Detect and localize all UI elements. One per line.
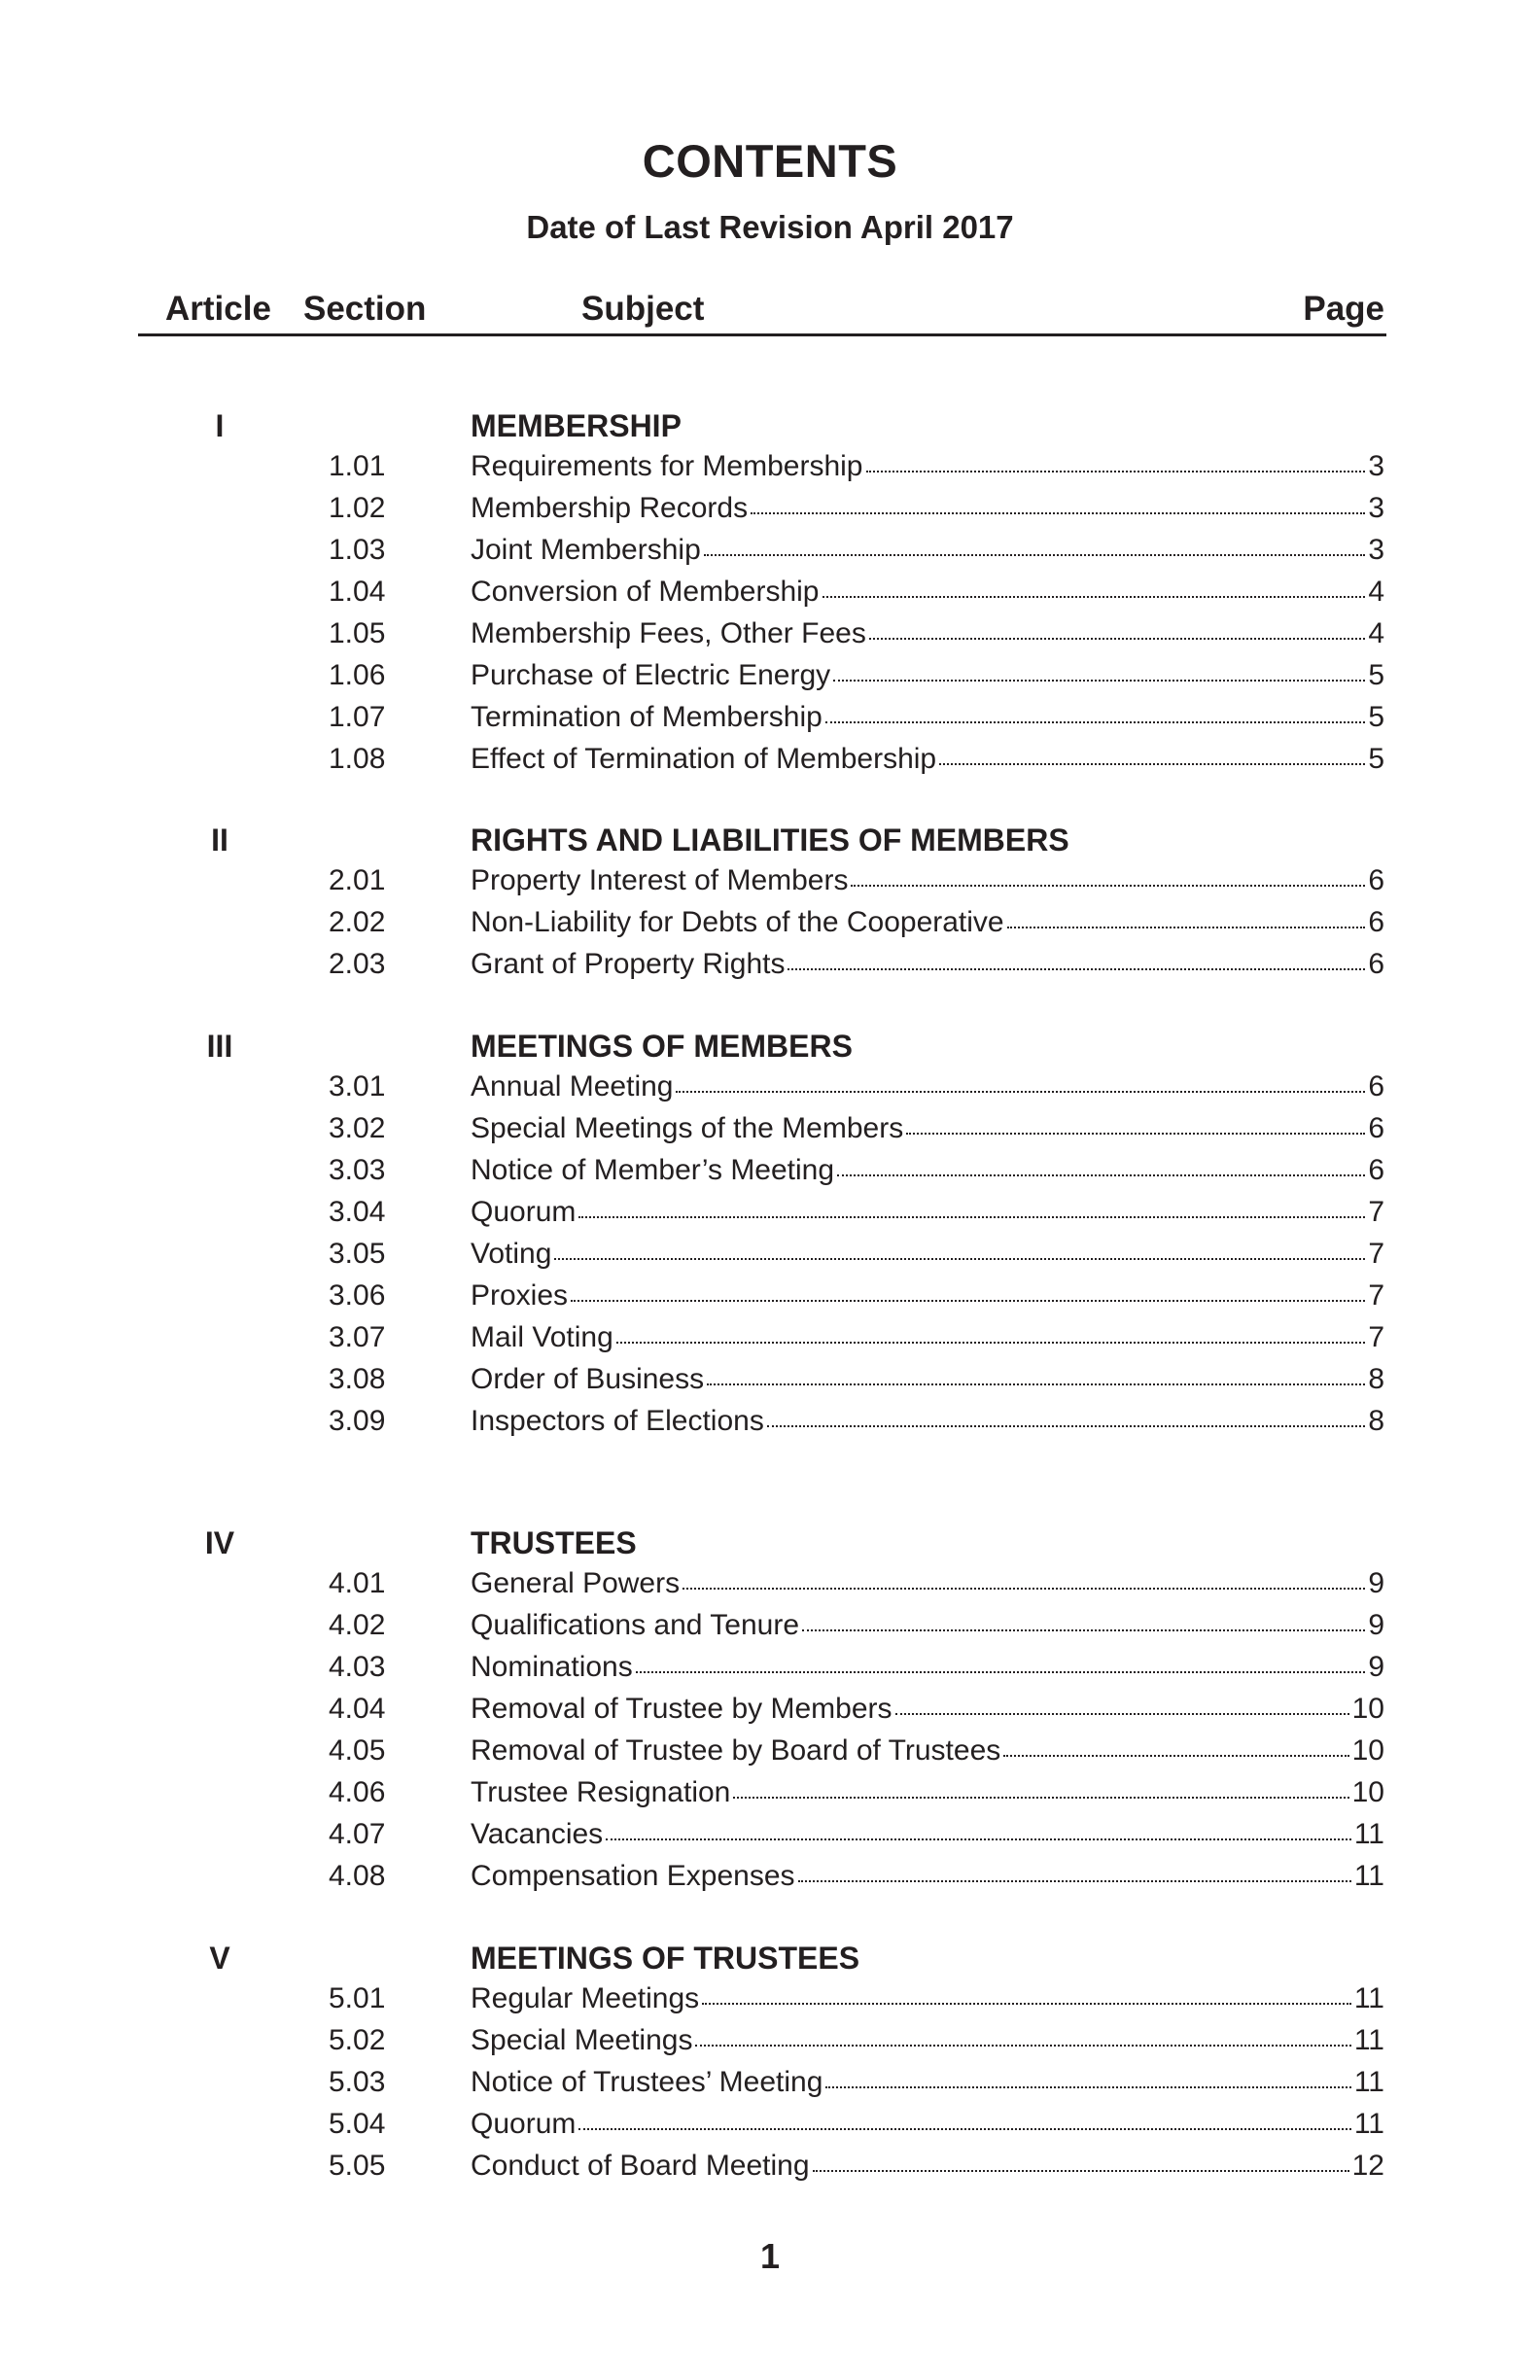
page-ref: 5 xyxy=(1368,701,1384,733)
section-number: 5.01 xyxy=(329,1982,386,2014)
toc-row[interactable] xyxy=(0,617,1540,659)
section-subject: Conduct of Board Meeting xyxy=(471,2150,810,2182)
dot-leader xyxy=(869,638,1365,640)
section-subject: Notice of Trustees’ Meeting xyxy=(471,2066,823,2098)
section-number: 3.03 xyxy=(329,1154,386,1186)
article-number: IV xyxy=(204,1525,235,1560)
page-ref: 11 xyxy=(1353,1982,1384,2014)
toc-row[interactable] xyxy=(0,1693,1540,1734)
toc-row[interactable] xyxy=(0,1112,1540,1154)
page-ref: 4 xyxy=(1368,576,1384,608)
page-ref: 6 xyxy=(1368,1070,1384,1102)
column-header-page: Page xyxy=(1303,290,1384,328)
article-number: III xyxy=(206,1029,233,1064)
page-ref: 6 xyxy=(1368,1112,1384,1144)
page-ref: 5 xyxy=(1368,659,1384,691)
toc-row[interactable] xyxy=(0,2066,1540,2108)
toc-row[interactable] xyxy=(0,2150,1540,2191)
page-ref: 6 xyxy=(1368,864,1384,896)
page-ref: 11 xyxy=(1353,1818,1384,1850)
section-subject: Voting xyxy=(471,1238,552,1270)
dot-leader xyxy=(825,721,1365,723)
toc-row[interactable] xyxy=(0,1734,1540,1776)
dot-leader xyxy=(833,680,1365,682)
section-subject: Nominations xyxy=(471,1651,633,1683)
section-subject: Property Interest of Members xyxy=(471,864,849,896)
toc-row[interactable] xyxy=(0,1609,1540,1651)
section-subject: Conversion of Membership xyxy=(471,576,820,608)
section-number: 4.01 xyxy=(329,1567,386,1599)
page-ref: 11 xyxy=(1353,1860,1384,1892)
section-subject: Removal of Trustee by Members xyxy=(471,1693,892,1725)
page-ref: 10 xyxy=(1351,1693,1384,1725)
section-subject: Quorum xyxy=(471,1196,577,1228)
page-ref: 7 xyxy=(1368,1196,1384,1228)
page-ref: 4 xyxy=(1368,617,1384,649)
section-subject: Notice of Member’s Meeting xyxy=(471,1154,835,1186)
dot-leader xyxy=(895,1713,1349,1715)
section-number: 3.04 xyxy=(329,1196,386,1228)
section-number: 5.04 xyxy=(329,2108,386,2140)
section-number: 3.07 xyxy=(329,1321,386,1353)
toc-row[interactable] xyxy=(0,1405,1540,1447)
section-number: 1.03 xyxy=(329,534,386,566)
dot-leader xyxy=(676,1091,1365,1093)
section-number: 4.07 xyxy=(329,1818,386,1850)
section-number: 5.05 xyxy=(329,2150,386,2182)
page-ref: 7 xyxy=(1368,1238,1384,1270)
dot-leader xyxy=(851,885,1365,887)
section-subject: Membership Fees, Other Fees xyxy=(471,617,866,649)
section-number: 1.01 xyxy=(329,450,386,482)
article-title: MEETINGS OF MEMBERS xyxy=(471,1029,853,1064)
page-ref: 6 xyxy=(1368,906,1384,938)
toc-row[interactable] xyxy=(0,1279,1540,1321)
section-number: 4.08 xyxy=(329,1860,386,1892)
header-rule xyxy=(138,333,1386,336)
toc-row[interactable] xyxy=(0,1567,1540,1609)
dot-leader xyxy=(554,1258,1365,1260)
article-title: RIGHTS AND LIABILITIES OF MEMBERS xyxy=(471,822,1069,858)
section-number: 3.01 xyxy=(329,1070,386,1102)
section-number: 3.02 xyxy=(329,1112,386,1144)
toc-row[interactable] xyxy=(0,1070,1540,1112)
section-number: 4.03 xyxy=(329,1651,386,1683)
column-header-section: Section xyxy=(303,290,427,328)
dot-leader xyxy=(825,2086,1350,2088)
section-subject: Special Meetings of the Members xyxy=(471,1112,904,1144)
section-number: 4.02 xyxy=(329,1609,386,1641)
dot-leader xyxy=(802,1629,1365,1631)
section-subject: Membership Records xyxy=(471,492,749,524)
section-subject: General Powers xyxy=(471,1567,681,1599)
article-title: MEETINGS OF TRUSTEES xyxy=(471,1941,860,1976)
dot-leader xyxy=(822,596,1366,598)
page-ref: 9 xyxy=(1368,1651,1384,1683)
toc-row[interactable] xyxy=(0,743,1540,785)
page-ref: 11 xyxy=(1353,2066,1384,2098)
page-ref: 6 xyxy=(1368,948,1384,980)
page-ref: 9 xyxy=(1368,1609,1384,1641)
dot-leader xyxy=(636,1671,1366,1673)
section-subject: Termination of Membership xyxy=(471,701,822,733)
article-number: V xyxy=(209,1941,230,1976)
toc-row[interactable] xyxy=(0,1196,1540,1238)
toc-row[interactable] xyxy=(0,906,1540,948)
section-number: 1.07 xyxy=(329,701,386,733)
toc-row[interactable] xyxy=(0,1860,1540,1902)
page-ref: 10 xyxy=(1351,1776,1384,1808)
page-title: CONTENTS xyxy=(642,135,898,187)
toc-row[interactable] xyxy=(0,1776,1540,1818)
page-ref: 5 xyxy=(1368,743,1384,775)
section-number: 3.06 xyxy=(329,1279,386,1312)
toc-row[interactable] xyxy=(0,659,1540,701)
section-number: 2.02 xyxy=(329,906,386,938)
dot-leader xyxy=(707,1383,1365,1385)
dot-leader xyxy=(733,1797,1348,1799)
dot-leader xyxy=(751,512,1365,514)
dot-leader xyxy=(837,1174,1365,1176)
section-subject: Mail Voting xyxy=(471,1321,613,1353)
section-subject: Removal of Trustee by Board of Trustees xyxy=(471,1734,1001,1767)
page-ref: 9 xyxy=(1368,1567,1384,1599)
page-ref: 3 xyxy=(1368,492,1384,524)
toc-row[interactable] xyxy=(0,1321,1540,1363)
dot-leader xyxy=(1007,927,1366,928)
section-subject: Regular Meetings xyxy=(471,1982,700,2014)
page-ref: 7 xyxy=(1368,1279,1384,1312)
dot-leader xyxy=(702,2003,1351,2005)
column-header-article: Article xyxy=(165,290,271,328)
section-subject: Qualifications and Tenure xyxy=(471,1609,799,1641)
dot-leader xyxy=(906,1133,1365,1135)
section-number: 4.05 xyxy=(329,1734,386,1767)
dot-leader xyxy=(866,471,1366,472)
toc-row[interactable] xyxy=(0,1154,1540,1196)
page-ref: 8 xyxy=(1368,1363,1384,1395)
section-number: 3.09 xyxy=(329,1405,386,1437)
section-subject: Trustee Resignation xyxy=(471,1776,731,1808)
section-number: 1.04 xyxy=(329,576,386,608)
dot-leader xyxy=(788,968,1365,970)
toc-row[interactable] xyxy=(0,2024,1540,2066)
dot-leader xyxy=(704,554,1366,556)
dot-leader xyxy=(798,1880,1351,1882)
section-subject: Joint Membership xyxy=(471,534,701,566)
dot-leader xyxy=(1003,1755,1348,1757)
section-subject: Purchase of Electric Energy xyxy=(471,659,831,691)
section-number: 1.05 xyxy=(329,617,386,649)
section-number: 2.01 xyxy=(329,864,386,896)
section-number: 2.03 xyxy=(329,948,386,980)
section-number: 1.08 xyxy=(329,743,386,775)
toc-row[interactable] xyxy=(0,576,1540,617)
section-subject: Proxies xyxy=(471,1279,569,1312)
page-ref: 11 xyxy=(1353,2108,1384,2140)
section-subject: Non-Liability for Debts of the Cooperative xyxy=(471,906,1004,938)
column-header-subject: Subject xyxy=(581,290,705,328)
dot-leader xyxy=(571,1300,1365,1302)
toc-row[interactable] xyxy=(0,1363,1540,1405)
dot-leader xyxy=(606,1838,1351,1840)
section-number: 5.03 xyxy=(329,2066,386,2098)
toc-row[interactable] xyxy=(0,1982,1540,2024)
article-title: MEMBERSHIP xyxy=(471,408,682,443)
toc-row[interactable] xyxy=(0,450,1540,492)
section-number: 4.04 xyxy=(329,1693,386,1725)
toc-row[interactable] xyxy=(0,701,1540,743)
page-ref: 10 xyxy=(1351,1734,1384,1767)
section-subject: Order of Business xyxy=(471,1363,705,1395)
revision-date: Date of Last Revision April 2017 xyxy=(526,209,1014,245)
section-subject: Quorum xyxy=(471,2108,577,2140)
section-number: 3.08 xyxy=(329,1363,386,1395)
page-ref: 11 xyxy=(1353,2024,1384,2056)
page-ref: 8 xyxy=(1368,1405,1384,1437)
section-subject: Annual Meeting xyxy=(471,1070,674,1102)
toc-row[interactable] xyxy=(0,1238,1540,1279)
page-ref: 3 xyxy=(1368,450,1384,482)
dot-leader xyxy=(767,1425,1365,1427)
toc-row[interactable] xyxy=(0,2108,1540,2150)
dot-leader xyxy=(578,1216,1365,1218)
dot-leader xyxy=(695,2045,1350,2047)
page-ref: 12 xyxy=(1351,2150,1384,2182)
section-subject: Requirements for Membership xyxy=(471,450,863,482)
toc-row[interactable] xyxy=(0,864,1540,906)
dot-leader xyxy=(813,2170,1349,2172)
page-ref: 7 xyxy=(1368,1321,1384,1353)
toc-row[interactable] xyxy=(0,1651,1540,1693)
section-subject: Vacancies xyxy=(471,1818,604,1850)
dot-leader xyxy=(578,2128,1350,2130)
section-subject: Special Meetings xyxy=(471,2024,693,2056)
section-number: 1.02 xyxy=(329,492,386,524)
page-ref: 3 xyxy=(1368,534,1384,566)
section-number: 3.05 xyxy=(329,1238,386,1270)
page-ref: 6 xyxy=(1368,1154,1384,1186)
toc-row[interactable] xyxy=(0,534,1540,576)
section-subject: Grant of Property Rights xyxy=(471,948,786,980)
section-subject: Compensation Expenses xyxy=(471,1860,795,1892)
section-subject: Inspectors of Elections xyxy=(471,1405,764,1437)
article-number: II xyxy=(211,822,228,858)
dot-leader xyxy=(939,763,1365,765)
dot-leader xyxy=(682,1588,1365,1590)
section-number: 5.02 xyxy=(329,2024,386,2056)
page-number: 1 xyxy=(759,2236,781,2276)
section-number: 4.06 xyxy=(329,1776,386,1808)
toc-row[interactable] xyxy=(0,492,1540,534)
article-title: TRUSTEES xyxy=(471,1525,637,1560)
article-number: I xyxy=(215,408,225,443)
dot-leader xyxy=(616,1342,1366,1344)
toc-row[interactable] xyxy=(0,1818,1540,1860)
section-number: 1.06 xyxy=(329,659,386,691)
toc-row[interactable] xyxy=(0,948,1540,990)
section-subject: Effect of Termination of Membership xyxy=(471,743,937,775)
